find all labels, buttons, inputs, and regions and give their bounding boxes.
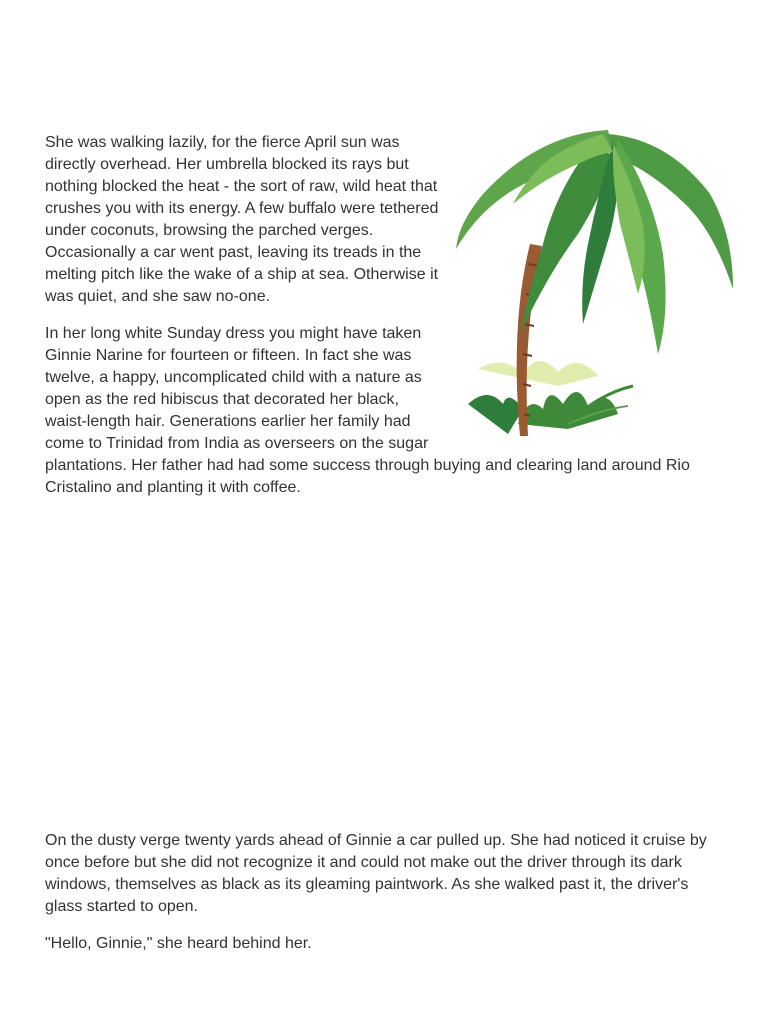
paragraph: In her long white Sunday dress you might have taken Ginnie Narine for fourteen or fifteen. In fact she was twelve, a happy, uncomplicated child with a nature as open as the red hibiscus that decorated her black, waist-length hair. Generations earlier her family had come to Trinidad from India as overseers on the sugar plantations. Her father had had some success through buying and clearing land around Rio Cristalino and planting it with coffee.: [45, 325, 690, 496]
paragraph: She was walking lazily, for the fierce April sun was directly overhead. Her umbrella blocked its rays but nothing blocked the heat - the sort of raw, wild heat that crushes you with its energy. A few buffalo were tethered under coconuts, browsing the parched verges. Occasionally a car went past, leaving its treads in the melting pitch like the wake of a ship at sea. Otherwise it was quiet, and she saw no-one.: [45, 134, 439, 305]
text-block-top: [45, 132, 730, 514]
paragraph: "Hello, Ginnie," she heard behind her.: [45, 935, 312, 952]
palm-tree-illustration: [448, 124, 748, 454]
undergrowth-icon: [468, 361, 633, 434]
palm-fronds-icon: [456, 130, 733, 354]
paragraph: On the dusty verge twenty yards ahead of Ginnie a car pulled up. She had noticed it cruise by once before but she did not recognize it and could not make out the driver through its dark windows, themselves as black as its gleaming paintwork. As she walked past it, the driver's glass started to open.: [45, 832, 707, 915]
text-block-bottom: [45, 830, 730, 970]
